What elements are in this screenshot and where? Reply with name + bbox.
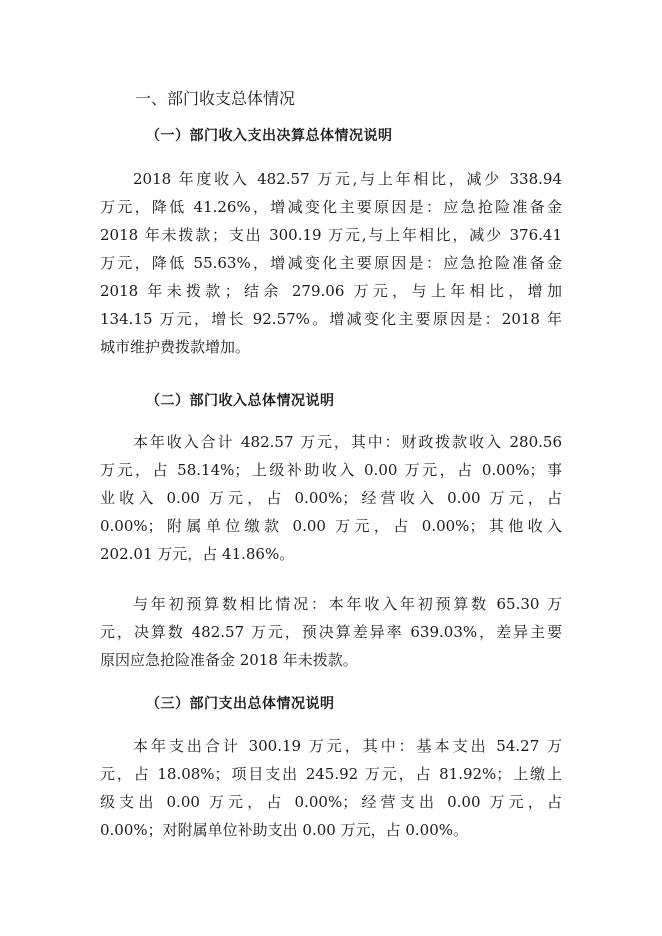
text-line: 原因应急抢险准备金 2018 年未拨款。 (100, 651, 358, 669)
paragraph-budget-comparison (100, 590, 562, 674)
section-title: 一、部门收支总体情况 (135, 89, 296, 108)
text-line: 与年初预算数相比情况：本年收入年初预算数 65.30 万 (133, 595, 562, 613)
text-line: 万元，占 58.14%；上级补助收入 0.00 万元，占 0.00%；事 (100, 461, 562, 479)
text-line: 2018 年未拨款；结余 279.06 万元，与上年相比，增加 (100, 282, 562, 300)
text-line: 本年支出合计 300.19 万元，其中：基本支出 54.27 万 (133, 737, 562, 755)
subsection-heading-1: （一）部门收入支出决算总体情况说明 (146, 128, 393, 144)
paragraph-income-expense-overview (100, 165, 562, 361)
paragraph-income-breakdown (100, 428, 562, 568)
text-line: 202.01 万元，占 41.86%。 (100, 545, 295, 563)
text-line: 134.15 万元，增长 92.57%。增减变化主要原因是：2018 年 (100, 310, 562, 328)
text-line: 0.00%；对附属单位补助支出 0.00 万元，占 0.00%。 (100, 821, 469, 839)
subsection-heading-2: （二）部门收入总体情况说明 (146, 393, 335, 409)
text-line: 业收入 0.00 万元，占 0.00%；经营收入 0.00 万元，占 (100, 489, 562, 507)
text-line: 万元，降低 41.26%，增减变化主要原因是：应急抢险准备金 (100, 198, 562, 216)
text-line: 0.00%；附属单位缴款 0.00 万元，占 0.00%；其他收入 (100, 517, 562, 535)
text-line: 本年收入合计 482.57 万元，其中：财政拨款收入 280.56 (133, 433, 562, 451)
text-line: 级支出 0.00 万元，占 0.00%；经营支出 0.00 万元，占 (100, 793, 562, 811)
text-line: 2018 年未拨款；支出 300.19 万元,与上年相比，减少 376.41 (100, 226, 562, 244)
subsection-heading-3: （三）部门支出总体情况说明 (146, 696, 335, 712)
text-line: 元，决算数 482.57 万元，预决算差异率 639.03%，差异主要 (100, 623, 562, 641)
text-line: 城市维护费拨款增加。 (100, 338, 251, 356)
paragraph-expense-breakdown (100, 732, 562, 844)
text-line: 2018 年度收入 482.57 万元,与上年相比，减少 338.94 (133, 170, 562, 188)
text-line: 元，占 18.08%；项目支出 245.92 万元，占 81.92%；上缴上 (100, 765, 562, 783)
text-line: 万元，降低 55.63%，增减变化主要原因是：应急抢险准备金 (100, 254, 562, 272)
